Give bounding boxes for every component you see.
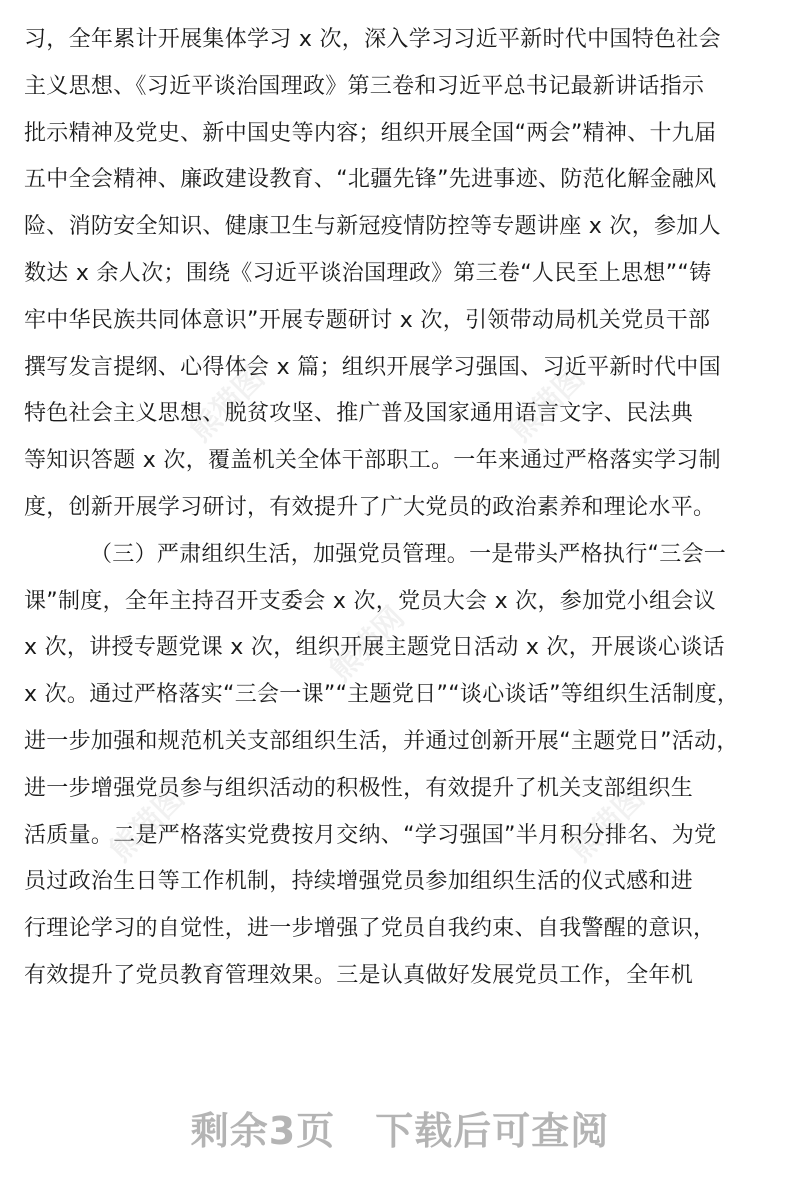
text-line: 课”制度，全年主持召开支委会 x 次，党员大会 x 次，参加党小组会议: [24, 588, 716, 614]
watermark: 熊猫图: [183, 360, 272, 449]
text-line: 行理论学习的自觉性，进一步增强了党员自我约束、自我警醒的意识，: [24, 916, 716, 942]
text-line: 员过政治生日等工作机制，持续增强党员参加组织生活的仪式感和进: [24, 869, 694, 895]
download-to-view-label: 下载后可查阅: [375, 1109, 610, 1153]
text-line: x 次，讲授专题党课 x 次，组织开展主题党日活动 x 次，开展谈心谈话: [24, 635, 725, 661]
remaining-pages-label: 剩余3页: [190, 1109, 336, 1153]
text-line: 活质量。二是严格落实党费按月交纳、“学习强国”半月积分排名、为党: [24, 822, 717, 848]
document-body: [24, 17, 776, 1000]
text-line: 批示精神及党史、新中国史等内容；组织开展全国“两会”精神、十九届: [24, 120, 717, 146]
text-line: 撰写发言提纲、心得体会 x 篇；组织开展学习强国、习近平新时代中国: [24, 354, 721, 380]
section-heading-line: （三）严肃组织生活，加强党员管理。一是带头严格执行“三会一: [90, 541, 727, 567]
text-line: 进一步增强党员参与组织活动的积极性，有效提升了机关支部组织生: [24, 775, 694, 801]
text-line: 五中全会精神、廉政建设教育、“北疆先锋”先进事迹、防范化解金融风: [24, 167, 717, 193]
text-line: 有效提升了党员教育管理效果。三是认真做好发展党员工作，全年机: [24, 962, 694, 988]
text-line: 进一步加强和规范机关支部组织生活，并通过创新开展“主题党日”活动，: [24, 728, 739, 754]
watermark: 熊猫图: [563, 780, 652, 869]
watermark: 熊猫网: [323, 600, 412, 689]
text-line: 牢中华民族共同体意识”开展专题研讨 x 次，引领带动局机关党员干部: [24, 307, 711, 333]
text-line: 等知识答题 x 次，覆盖机关全体干部职工。一年来通过严格落实学习制: [24, 448, 721, 474]
text-line: x 次。通过严格落实“三会一课”“主题党日”“谈心谈话”等组织生活制度，: [24, 682, 740, 708]
text-line: 险、消防安全知识、健康卫生与新冠疫情防控等专题讲座 x 次，参加人: [24, 214, 721, 240]
text-line: 习，全年累计开展集体学习 x 次，深入学习习近平新时代中国特色社会: [24, 27, 721, 52]
watermark: 熊猫图: [503, 360, 592, 449]
text-line: 特色社会主义思想、脱贫攻坚、推广普及国家通用语言文字、民法典: [24, 401, 694, 427]
text-line: 度，创新开展学习研讨，有效提升了广大党员的政治素养和理论水平。: [24, 494, 716, 520]
text-line: 数达 x 余人次；围绕《习近平谈治国理政》第三卷“人民至上思想”“铸: [24, 260, 712, 286]
text-line: 主义思想、《习近平谈治国理政》第三卷和习近平总书记最新讲话指示: [24, 73, 705, 99]
watermark: 熊猫图: [103, 780, 192, 869]
download-prompt[interactable]: [0, 1100, 800, 1155]
